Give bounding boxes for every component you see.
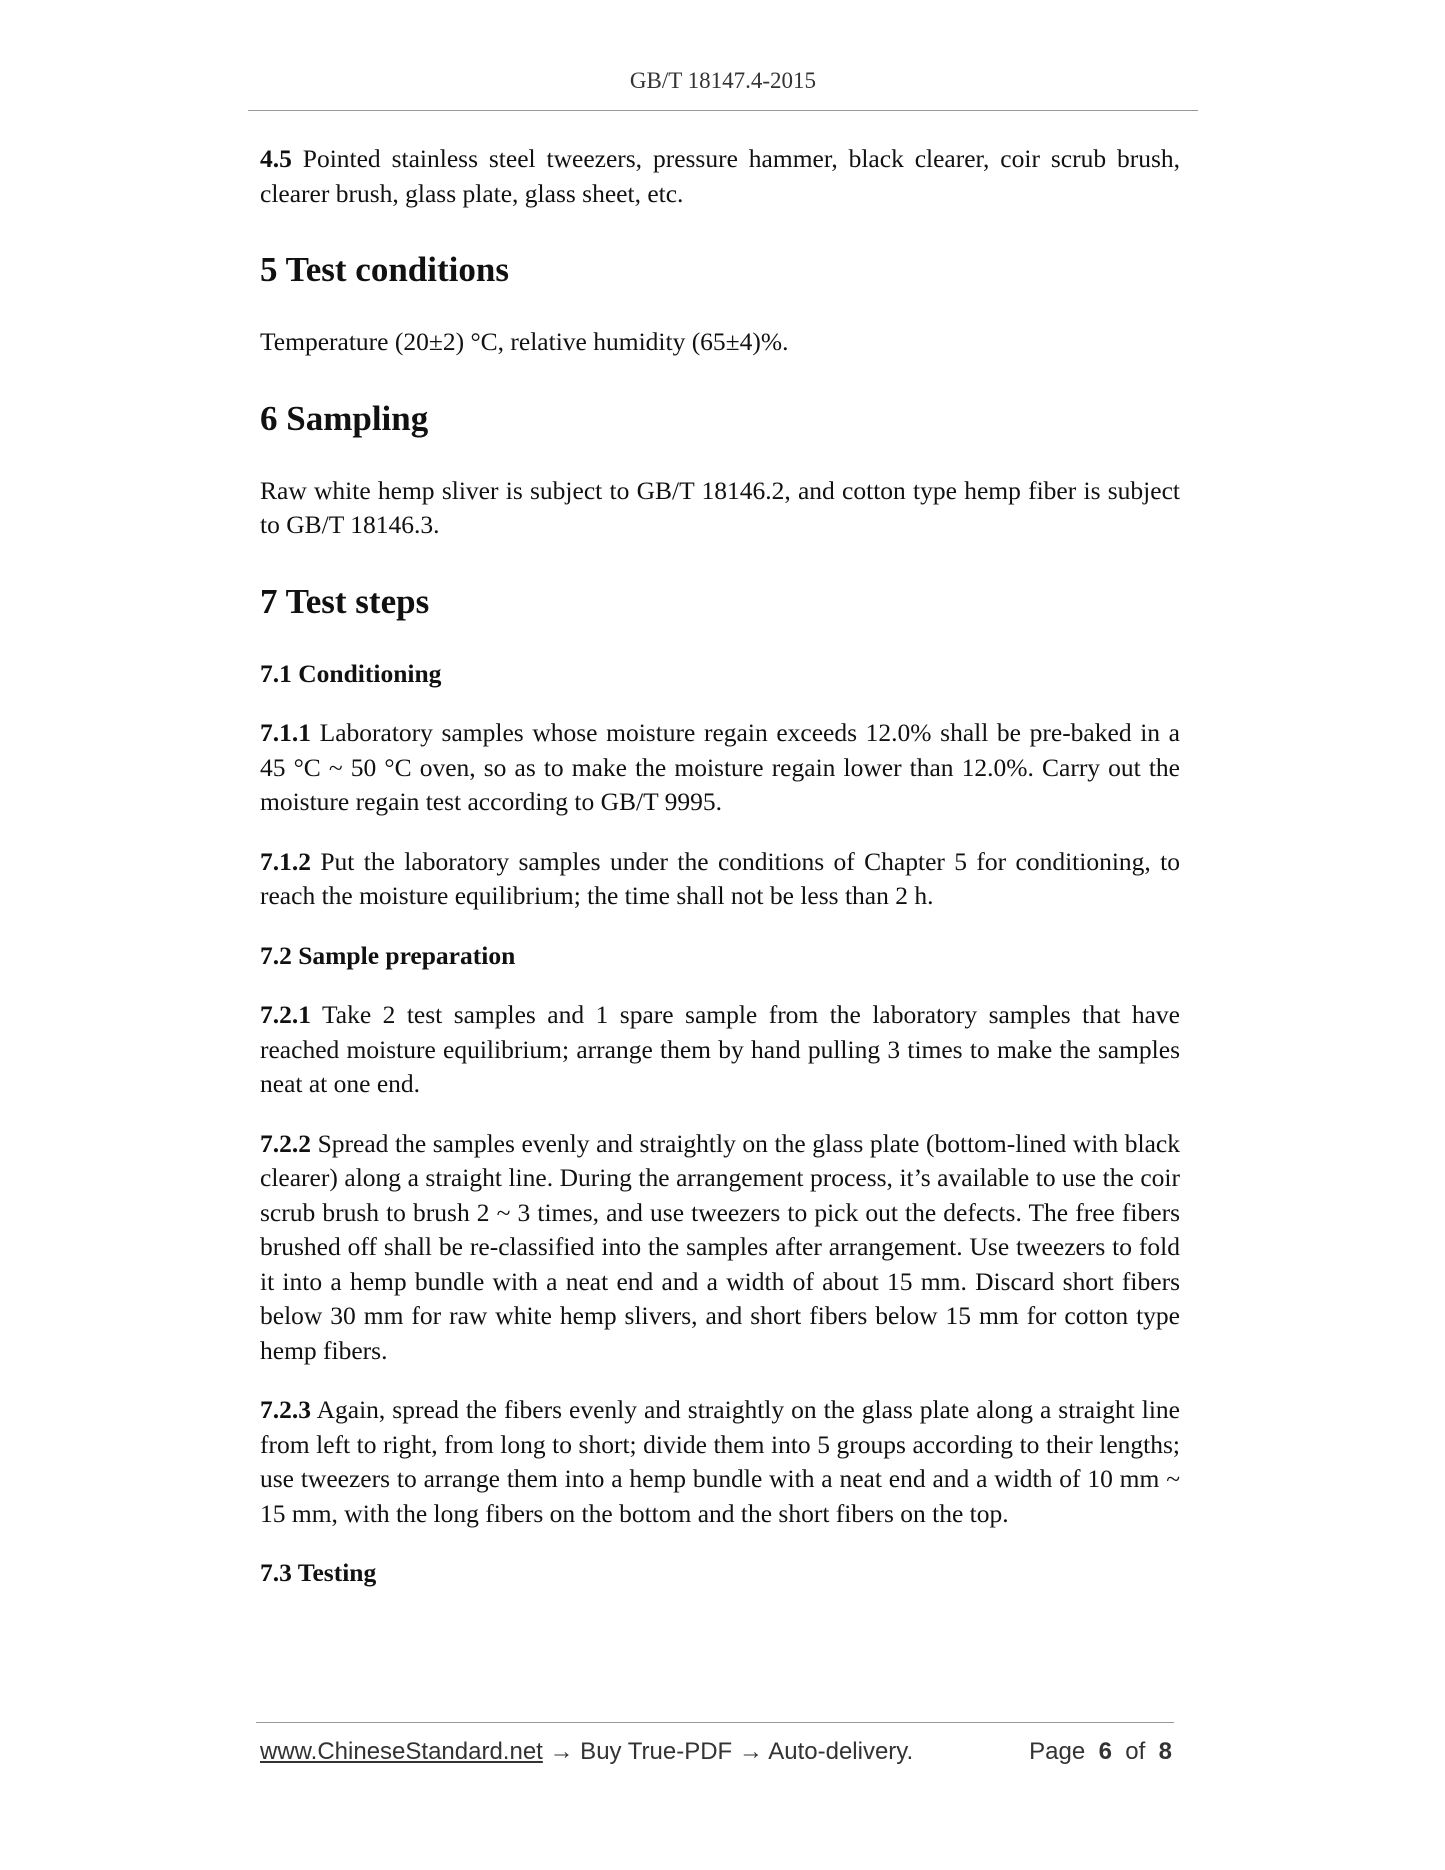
section-6-text: Raw white hemp sliver is subject to GB/T 18146.2, and cotton type hemp fiber is subject to GB/T 18146.3. bbox=[260, 475, 1180, 539]
clause-text: Again, spread the fibers evenly and straightly on the glass plate along a straight line from left to right, from long to short; divide them into 5 groups according to their lengths; use tweezers to arrange them into a hemp bundle with a neat end and a width of 10 mm ~ 15 mm, with the long fibers on the bottom and the short fibers on the top. bbox=[260, 1395, 1180, 1528]
clause-text: Pointed stainless steel tweezers, pressure hammer, black clearer, coir scrub brush, clearer brush, glass plate, glass sheet, etc. bbox=[260, 144, 1180, 208]
section-5-text: Temperature (20±2) °C, relative humidity (65±4)%. bbox=[260, 327, 789, 356]
clause-text: Take 2 test samples and 1 spare sample from the laboratory samples that have reached moisture equilibrium; arrange them by hand pulling 3 times to make the samples neat at one end. bbox=[260, 1000, 1180, 1098]
clause-4-5 bbox=[260, 142, 1180, 211]
clause-number: 4.5 bbox=[260, 144, 292, 173]
page-of-label: of bbox=[1125, 1738, 1146, 1765]
clause-number: 7.2.2 bbox=[260, 1128, 311, 1158]
page-indicator bbox=[1029, 1738, 1172, 1766]
document-id-header: GB/T 18147.4-2015 bbox=[629, 68, 817, 93]
subsection-heading-7-1: 7.1 Conditioning bbox=[260, 658, 442, 688]
clause-7-2-2 bbox=[260, 1127, 1180, 1369]
subsection-heading-7-2: 7.2 Sample preparation bbox=[260, 940, 516, 970]
subsection-heading-7-3: 7.3 Testing bbox=[260, 1558, 377, 1587]
page-total: 8 bbox=[1158, 1738, 1172, 1765]
clause-text: Put the laboratory samples under the conditions of Chapter 5 for conditioning, to reach the moisture equilibrium; the time shall not be less than 2 h. bbox=[260, 846, 1180, 910]
footer-divider bbox=[256, 1722, 1174, 1723]
clause-7-1-1 bbox=[260, 716, 1180, 820]
clause-7-2-1 bbox=[260, 998, 1180, 1102]
clause-number: 7.1.2 bbox=[260, 846, 311, 876]
page-content bbox=[260, 142, 1180, 1591]
page-label: Page bbox=[1029, 1738, 1086, 1765]
footer-promo-text: → Buy True-PDF → Auto-delivery. bbox=[542, 1738, 914, 1765]
clause-number: 7.2.3 bbox=[260, 1395, 311, 1424]
chinese-standard-link[interactable]: www.ChineseStandard.net bbox=[260, 1738, 543, 1765]
clause-number: 7.2.1 bbox=[260, 1000, 311, 1029]
section-heading-5: 5 Test conditions bbox=[260, 250, 509, 289]
header-divider bbox=[248, 110, 1198, 111]
section-heading-6: 6 Sampling bbox=[260, 398, 429, 438]
page-footer bbox=[260, 1738, 1172, 1774]
clause-number: 7.1.1 bbox=[260, 718, 311, 747]
clause-7-2-3 bbox=[260, 1393, 1180, 1531]
section-heading-7: 7 Test steps bbox=[260, 581, 430, 621]
footer-promo bbox=[260, 1738, 913, 1766]
clause-text: Laboratory samples whose moisture regain exceeds 12.0% shall be pre-baked in a 45 °C ~ 50 °C oven, so as to make the moisture regain lower than 12.0%. Carry out the moisture regain test according to GB/T 9995. bbox=[260, 718, 1180, 816]
page-current: 6 bbox=[1098, 1738, 1112, 1765]
clause-text: Spread the samples evenly and straightly on the glass plate (bottom-lined with black clearer) along a straight line. During the arrangement process, it’s available to use the coir scrub brush to brush 2 ~ 3 times, and use tweezers to pick out the defects. The free fibers brushed off shall be re-classified into the samples after arrangement. Use tweezers to fold it into a hemp bundle with a neat end and a width of about 15 mm. Discard short fibers below 30 mm for raw white hemp slivers, and short fibers below 15 mm for cotton type hemp fibers. bbox=[260, 1128, 1180, 1365]
clause-7-1-2 bbox=[260, 845, 1180, 914]
